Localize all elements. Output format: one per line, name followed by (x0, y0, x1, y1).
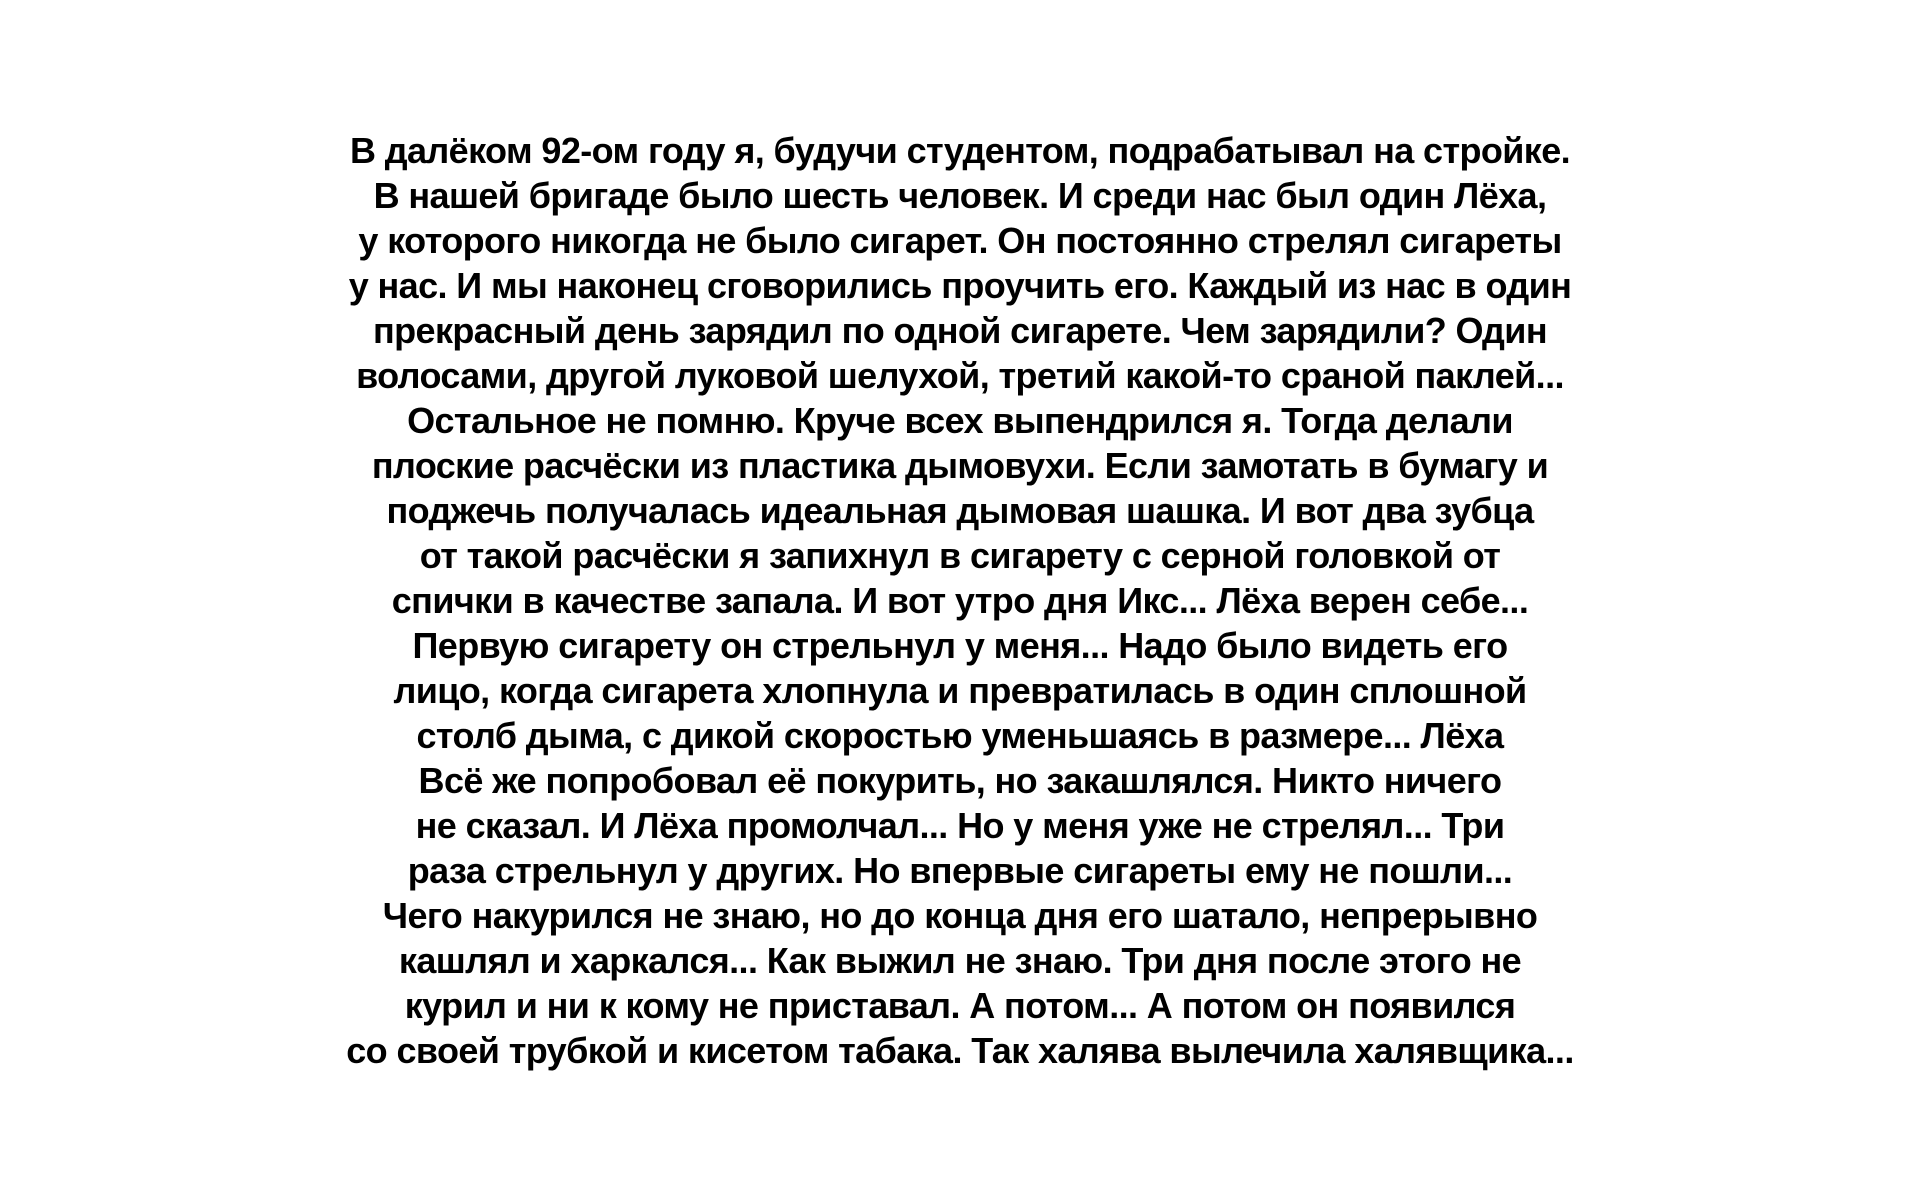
story-line: В нашей бригаде было шесть человек. И среди нас был один Лёха, (373, 175, 1547, 216)
story-line: волосами, другой луковой шелухой, третий какой-то сраной паклей... (356, 355, 1564, 396)
story-line: поджечь получалась идеальная дымовая шашка. И вот два зубца (386, 490, 1534, 531)
story-line: Всё же попробовал её покурить, но закашлялся. Никто ничего (418, 760, 1502, 801)
story-line: не сказал. И Лёха промолчал... Но у меня уже не стрелял... Три (415, 805, 1505, 846)
story-line: спички в качестве запала. И вот утро дня Икс... Лёха верен себе... (391, 580, 1529, 621)
story-line: столб дыма, с дикой скоростью уменьшаясь в размере... Лёха (416, 715, 1504, 756)
story-line: со своей трубкой и кисетом табака. Так халява вылечила халявщика... (346, 1030, 1574, 1071)
story-line: у которого никогда не было сигарет. Он постоянно стрелял сигареты (358, 220, 1562, 261)
story-line: прекрасный день зарядил по одной сигарете. Чем зарядили? Один (373, 310, 1547, 351)
story-line: плоские расчёски из пластика дымовухи. Если замотать в бумагу и (371, 445, 1549, 486)
story-line: Чего накурился не знаю, но до конца дня его шатало, непрерывно (382, 895, 1538, 936)
story-line: раза стрельнул у других. Но впервые сигареты ему не пошли... (407, 850, 1513, 891)
story-line: кашлял и харкался... Как выжил не знаю. Три дня после этого не (398, 940, 1522, 981)
story-line: Остальное не помню. Круче всех выпендрился я. Тогда делали (407, 400, 1513, 441)
story-line: от такой расчёски я запихнул в сигарету с серной головкой от (419, 535, 1501, 576)
story-text (0, 128, 1920, 1073)
story-line: курил и ни к кому не приставал. А потом... А потом он появился (404, 985, 1516, 1026)
story-line: Первую сигарету он стрельнул у меня... Надо было видеть его (412, 625, 1508, 666)
story-line: лицо, когда сигарета хлопнула и превратилась в один сплошной (393, 670, 1527, 711)
story-line: у нас. И мы наконец сговорились проучить его. Каждый из нас в один (348, 265, 1572, 306)
story-line: В далёком 92-ом году я, будучи студентом, подрабатывал на стройке. (349, 130, 1571, 171)
